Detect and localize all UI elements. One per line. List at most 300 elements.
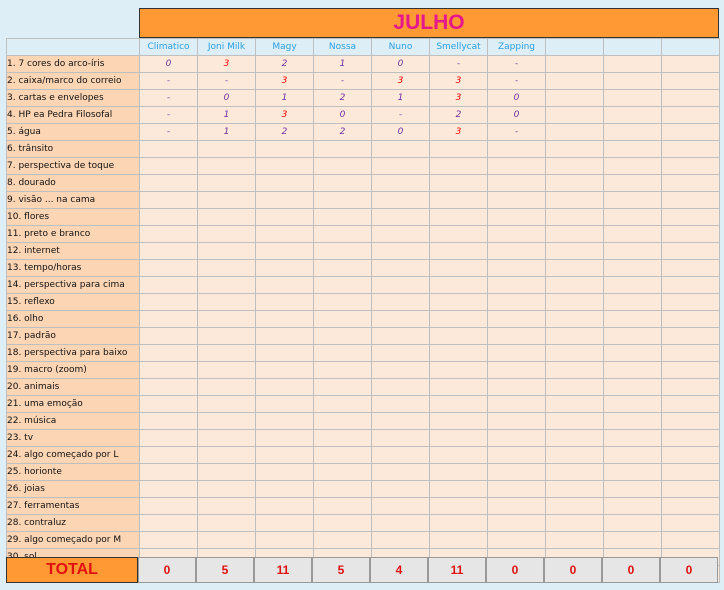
score-cell[interactable] [198,277,256,294]
score-cell[interactable] [546,328,604,345]
score-cell[interactable] [140,379,198,396]
score-cell[interactable] [314,226,372,243]
score-cell[interactable] [256,243,314,260]
score-cell[interactable] [488,498,546,515]
score-cell[interactable] [430,345,488,362]
score-cell[interactable] [198,362,256,379]
score-cell[interactable] [604,345,662,362]
score-cell[interactable] [662,311,720,328]
row-label[interactable]: 8. dourado [7,175,140,192]
score-cell[interactable]: 1 [372,90,430,107]
score-cell[interactable] [140,345,198,362]
score-cell[interactable]: 0 [140,56,198,73]
score-cell[interactable] [198,396,256,413]
score-cell[interactable] [546,481,604,498]
score-cell[interactable] [140,498,198,515]
score-cell[interactable] [488,447,546,464]
score-cell[interactable] [662,498,720,515]
score-cell[interactable] [140,226,198,243]
score-cell[interactable] [140,175,198,192]
score-cell[interactable] [256,141,314,158]
score-cell[interactable] [140,158,198,175]
score-cell[interactable] [546,447,604,464]
score-cell[interactable] [140,192,198,209]
score-cell[interactable] [546,532,604,549]
score-cell[interactable]: 3 [256,107,314,124]
score-cell[interactable] [430,260,488,277]
score-cell[interactable] [314,498,372,515]
score-cell[interactable]: 0 [198,90,256,107]
score-cell[interactable] [604,226,662,243]
score-cell[interactable] [662,226,720,243]
score-cell[interactable] [314,277,372,294]
score-cell[interactable] [372,294,430,311]
row-label[interactable]: 1. 7 cores do arco-íris [7,56,140,73]
score-cell[interactable] [314,192,372,209]
score-cell[interactable] [662,515,720,532]
row-label[interactable]: 17. padrão [7,328,140,345]
score-cell[interactable] [430,311,488,328]
row-label[interactable]: 11. preto e branco [7,226,140,243]
score-cell[interactable] [198,243,256,260]
score-cell[interactable] [604,107,662,124]
score-cell[interactable] [662,481,720,498]
score-cell[interactable] [604,515,662,532]
score-cell[interactable] [256,396,314,413]
score-cell[interactable] [256,464,314,481]
row-label[interactable]: 3. cartas e envelopes [7,90,140,107]
score-cell[interactable] [430,481,488,498]
score-cell[interactable] [256,430,314,447]
score-cell[interactable]: 3 [256,73,314,90]
score-cell[interactable]: - [488,56,546,73]
score-cell[interactable] [488,311,546,328]
row-label[interactable]: 29. algo começado por M [7,532,140,549]
score-cell[interactable] [430,192,488,209]
score-cell[interactable] [140,260,198,277]
score-cell[interactable] [140,532,198,549]
row-label[interactable]: 22. música [7,413,140,430]
score-cell[interactable] [430,413,488,430]
score-cell[interactable] [546,464,604,481]
total-label[interactable]: TOTAL [6,557,138,583]
score-cell[interactable] [604,413,662,430]
score-cell[interactable] [604,464,662,481]
score-cell[interactable] [198,498,256,515]
score-cell[interactable] [314,481,372,498]
score-cell[interactable] [662,260,720,277]
score-cell[interactable]: - [140,73,198,90]
score-cell[interactable] [372,498,430,515]
score-cell[interactable] [488,532,546,549]
score-cell[interactable] [198,260,256,277]
score-cell[interactable] [198,413,256,430]
score-cell[interactable] [546,107,604,124]
score-cell[interactable] [488,243,546,260]
score-cell[interactable] [546,243,604,260]
total-cell[interactable]: 11 [428,557,486,583]
score-cell[interactable] [314,260,372,277]
score-cell[interactable] [198,481,256,498]
row-label[interactable]: 12. internet [7,243,140,260]
score-cell[interactable] [256,498,314,515]
score-cell[interactable]: - [314,73,372,90]
score-cell[interactable] [430,362,488,379]
score-cell[interactable] [372,379,430,396]
score-cell[interactable]: - [430,56,488,73]
score-cell[interactable] [256,209,314,226]
score-cell[interactable] [546,209,604,226]
total-cell[interactable]: 0 [138,557,196,583]
row-label[interactable]: 18. perspectiva para baixo [7,345,140,362]
score-cell[interactable] [430,379,488,396]
score-cell[interactable] [604,294,662,311]
score-cell[interactable] [546,260,604,277]
score-cell[interactable] [140,277,198,294]
score-cell[interactable] [140,362,198,379]
total-cell[interactable]: 0 [660,557,718,583]
score-cell[interactable] [372,396,430,413]
score-cell[interactable] [140,464,198,481]
score-cell[interactable] [430,464,488,481]
score-cell[interactable] [430,498,488,515]
row-label[interactable]: 9. visão ... na cama [7,192,140,209]
score-cell[interactable] [198,209,256,226]
total-cell[interactable]: 5 [196,557,254,583]
score-cell[interactable] [198,294,256,311]
score-cell[interactable] [314,447,372,464]
score-cell[interactable] [314,362,372,379]
score-cell[interactable] [140,311,198,328]
score-cell[interactable] [372,345,430,362]
score-cell[interactable] [430,277,488,294]
score-cell[interactable]: - [140,90,198,107]
score-cell[interactable] [314,175,372,192]
score-cell[interactable] [430,294,488,311]
score-cell[interactable] [662,277,720,294]
score-cell[interactable] [662,175,720,192]
score-cell[interactable] [430,226,488,243]
score-cell[interactable] [140,328,198,345]
row-label[interactable]: 16. olho [7,311,140,328]
score-cell[interactable] [314,345,372,362]
score-cell[interactable] [372,260,430,277]
score-cell[interactable] [140,413,198,430]
score-cell[interactable] [662,345,720,362]
row-label[interactable]: 2. caixa/marco do correio [7,73,140,90]
row-label[interactable]: 5. água [7,124,140,141]
score-cell[interactable] [372,464,430,481]
score-cell[interactable]: 0 [372,124,430,141]
score-cell[interactable]: 1 [256,90,314,107]
score-cell[interactable] [430,243,488,260]
score-cell[interactable] [256,379,314,396]
score-cell[interactable] [604,158,662,175]
score-cell[interactable] [140,141,198,158]
score-cell[interactable] [662,73,720,90]
score-cell[interactable] [372,226,430,243]
score-cell[interactable] [140,447,198,464]
score-cell[interactable] [430,447,488,464]
score-cell[interactable] [140,209,198,226]
score-cell[interactable] [662,413,720,430]
score-cell[interactable] [372,515,430,532]
score-cell[interactable] [256,345,314,362]
score-cell[interactable] [546,430,604,447]
score-cell[interactable] [604,498,662,515]
score-cell[interactable] [488,515,546,532]
column-header[interactable] [604,39,662,56]
score-cell[interactable] [314,243,372,260]
column-header[interactable]: Joni Milk [198,39,256,56]
score-cell[interactable] [604,277,662,294]
score-cell[interactable] [546,515,604,532]
score-cell[interactable] [662,294,720,311]
score-cell[interactable] [604,260,662,277]
score-cell[interactable] [140,396,198,413]
score-cell[interactable] [546,90,604,107]
score-cell[interactable] [604,532,662,549]
score-cell[interactable]: 1 [198,107,256,124]
score-cell[interactable] [488,481,546,498]
row-label[interactable]: 10. flores [7,209,140,226]
score-cell[interactable] [604,124,662,141]
score-cell[interactable] [314,311,372,328]
score-cell[interactable]: 3 [430,90,488,107]
score-cell[interactable] [198,464,256,481]
row-label[interactable]: 28. contraluz [7,515,140,532]
score-cell[interactable] [604,56,662,73]
row-label[interactable]: 4. HP ea Pedra Filosofal [7,107,140,124]
score-cell[interactable] [662,56,720,73]
score-cell[interactable] [430,430,488,447]
score-cell[interactable] [198,141,256,158]
row-label[interactable]: 23. tv [7,430,140,447]
score-cell[interactable] [546,413,604,430]
score-cell[interactable] [662,141,720,158]
score-cell[interactable]: 3 [198,56,256,73]
column-header[interactable]: Magy [256,39,314,56]
score-cell[interactable] [372,209,430,226]
score-cell[interactable] [372,243,430,260]
score-cell[interactable] [430,328,488,345]
score-cell[interactable] [314,515,372,532]
score-cell[interactable] [430,158,488,175]
score-cell[interactable]: - [372,107,430,124]
score-cell[interactable] [488,430,546,447]
row-label[interactable]: 20. animais [7,379,140,396]
score-cell[interactable] [662,447,720,464]
score-cell[interactable] [198,379,256,396]
total-cell[interactable]: 0 [486,557,544,583]
score-cell[interactable] [256,413,314,430]
score-cell[interactable] [546,73,604,90]
score-cell[interactable] [546,124,604,141]
score-cell[interactable] [198,175,256,192]
score-cell[interactable] [198,447,256,464]
score-cell[interactable] [662,362,720,379]
score-cell[interactable] [372,430,430,447]
score-cell[interactable] [604,175,662,192]
column-header[interactable] [662,39,720,56]
score-cell[interactable] [604,447,662,464]
score-cell[interactable]: 3 [372,73,430,90]
score-cell[interactable] [198,158,256,175]
score-cell[interactable] [314,328,372,345]
row-label[interactable]: 7. perspectiva de toque [7,158,140,175]
score-cell[interactable] [256,277,314,294]
score-cell[interactable] [546,175,604,192]
score-cell[interactable] [546,158,604,175]
row-label[interactable]: 14. perspectiva para cima [7,277,140,294]
score-cell[interactable] [256,294,314,311]
score-cell[interactable] [198,345,256,362]
score-cell[interactable] [662,209,720,226]
score-cell[interactable] [488,396,546,413]
score-cell[interactable] [256,158,314,175]
score-cell[interactable] [372,311,430,328]
score-cell[interactable] [546,56,604,73]
score-cell[interactable] [662,430,720,447]
total-cell[interactable]: 11 [254,557,312,583]
score-cell[interactable]: 0 [314,107,372,124]
score-cell[interactable] [488,158,546,175]
score-cell[interactable]: - [140,124,198,141]
score-cell[interactable]: 3 [430,124,488,141]
score-cell[interactable] [604,209,662,226]
row-label[interactable]: 26. joias [7,481,140,498]
score-cell[interactable] [314,396,372,413]
score-cell[interactable] [604,90,662,107]
score-cell[interactable] [314,413,372,430]
score-cell[interactable] [198,226,256,243]
score-cell[interactable] [488,260,546,277]
row-label[interactable]: 25. horionte [7,464,140,481]
score-cell[interactable] [604,481,662,498]
score-cell[interactable] [604,396,662,413]
score-cell[interactable] [314,532,372,549]
row-label[interactable]: 21. uma emoção [7,396,140,413]
score-cell[interactable]: 3 [430,73,488,90]
score-cell[interactable] [314,464,372,481]
row-label[interactable]: 24. algo começado por L [7,447,140,464]
score-cell[interactable] [488,345,546,362]
score-cell[interactable] [604,73,662,90]
row-label[interactable]: 15. reflexo [7,294,140,311]
column-header[interactable]: Smellycat [430,39,488,56]
score-cell[interactable] [140,430,198,447]
score-cell[interactable] [430,209,488,226]
score-cell[interactable]: 1 [198,124,256,141]
score-cell[interactable] [488,362,546,379]
score-cell[interactable] [314,158,372,175]
score-cell[interactable] [546,362,604,379]
total-cell[interactable]: 0 [544,557,602,583]
score-cell[interactable] [256,260,314,277]
score-cell[interactable] [488,277,546,294]
score-cell[interactable] [256,192,314,209]
score-cell[interactable] [546,277,604,294]
score-cell[interactable]: - [198,73,256,90]
score-cell[interactable] [198,430,256,447]
score-cell[interactable] [430,141,488,158]
column-header[interactable]: Nossa [314,39,372,56]
score-cell[interactable] [256,362,314,379]
score-cell[interactable] [546,379,604,396]
score-cell[interactable] [662,107,720,124]
score-cell[interactable] [546,294,604,311]
score-cell[interactable] [604,328,662,345]
score-cell[interactable] [372,192,430,209]
score-cell[interactable] [314,294,372,311]
column-header[interactable]: Climatico [140,39,198,56]
score-cell[interactable] [372,141,430,158]
total-cell[interactable]: 5 [312,557,370,583]
score-cell[interactable] [256,447,314,464]
score-cell[interactable] [546,345,604,362]
score-cell[interactable] [256,328,314,345]
score-cell[interactable] [314,379,372,396]
score-cell[interactable]: 0 [372,56,430,73]
score-cell[interactable]: 0 [488,107,546,124]
score-cell[interactable] [314,430,372,447]
score-cell[interactable] [546,192,604,209]
score-cell[interactable] [314,209,372,226]
score-cell[interactable] [198,311,256,328]
score-cell[interactable] [256,532,314,549]
score-cell[interactable] [546,498,604,515]
total-cell[interactable]: 4 [370,557,428,583]
score-cell[interactable] [256,515,314,532]
score-cell[interactable] [430,175,488,192]
score-cell[interactable] [140,294,198,311]
score-cell[interactable] [372,362,430,379]
score-cell[interactable] [546,311,604,328]
score-cell[interactable] [372,447,430,464]
score-cell[interactable]: 0 [488,90,546,107]
score-cell[interactable] [604,243,662,260]
score-cell[interactable] [256,175,314,192]
score-cell[interactable] [662,243,720,260]
score-cell[interactable] [430,515,488,532]
score-cell[interactable] [372,532,430,549]
row-label[interactable]: 27. ferramentas [7,498,140,515]
score-cell[interactable]: 2 [314,124,372,141]
score-cell[interactable] [140,515,198,532]
score-cell[interactable] [662,396,720,413]
score-cell[interactable] [430,396,488,413]
score-cell[interactable] [488,464,546,481]
score-cell[interactable] [488,192,546,209]
score-cell[interactable] [372,328,430,345]
score-cell[interactable] [604,192,662,209]
score-cell[interactable] [662,90,720,107]
total-cell[interactable]: 0 [602,557,660,583]
score-cell[interactable] [662,464,720,481]
score-cell[interactable] [198,192,256,209]
column-header[interactable]: Nuno [372,39,430,56]
score-cell[interactable] [662,192,720,209]
row-label[interactable]: 13. tempo/horas [7,260,140,277]
score-cell[interactable] [662,124,720,141]
score-cell[interactable] [488,141,546,158]
score-cell[interactable]: 2 [256,124,314,141]
row-label[interactable]: 6. trânsito [7,141,140,158]
score-cell[interactable]: 2 [256,56,314,73]
score-cell[interactable] [488,413,546,430]
score-cell[interactable] [488,328,546,345]
score-cell[interactable] [430,532,488,549]
